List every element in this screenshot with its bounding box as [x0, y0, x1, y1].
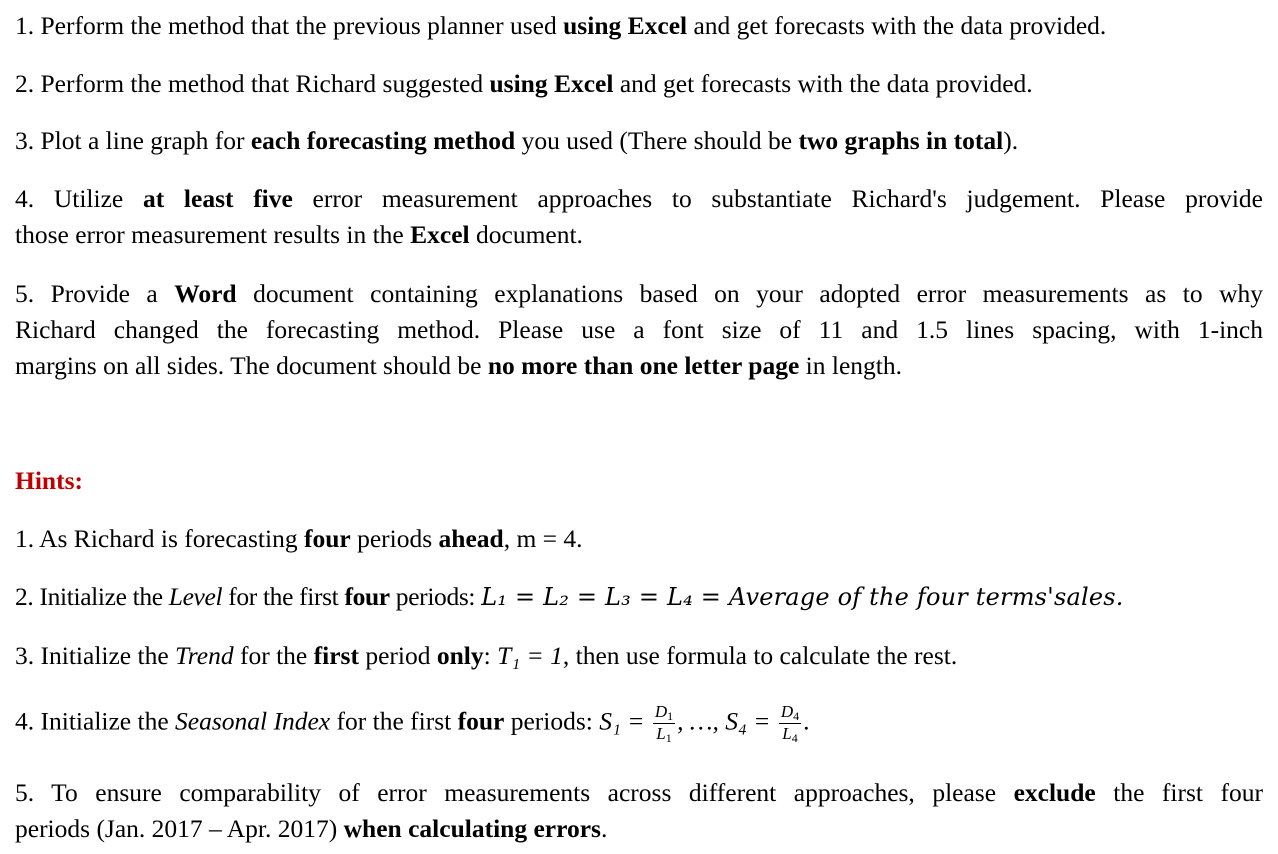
hints-heading: Hints: [15, 466, 84, 495]
fraction-d4-over-l4: $\frac{D4}{L4}$ [780, 702, 800, 745]
hint-2: 2. Initialize the Level for the first four periods: L₁ = L₂ = L₃ = L₄ = Average of the four terms'sales. [15, 582, 1124, 611]
task-4: 4. Utilize at least five error measurement approaches to substantiate Richard's judgement. Please provide those error measurement results in the Excel document. [15, 184, 1263, 249]
task-1: 1. Perform the method that the previous planner used using Excel and get forecasts with the data provided. [15, 11, 1107, 40]
hint-3: 3. Initialize the Trend for the first period only: T₁ = 1, then use formula to calculate the rest. [15, 641, 958, 670]
hint-4: 4. Initialize the Seasonal Index for the first four periods: S₁ = $\frac{D1}{L1}$ , …, S₄ = $\frac{D4}{L4}$ . [15, 702, 810, 745]
hint-1: 1. As Richard is forecasting four periods ahead, m = 4. [15, 524, 583, 553]
task-3: 3. Plot a line graph for each forecasting method you used (There should be two graphs in total). [15, 126, 1019, 155]
level-formula: L₁ = L₂ = L₃ = L₄ = Average of the four terms'sales. [481, 583, 1124, 611]
task-5: 5. Provide a Word document containing explanations based on your adopted error measurements as to why Richard changed the forecasting method. Please use a font size of 11 and 1.5 lines spacing, with 1-inch margins on all sides. The document should be no more than one letter page in length. [15, 279, 1263, 380]
hint-5: 5. To ensure comparability of error measurements across different approaches, please exclude the first four periods (Jan. 2017 – Apr. 2017) when calculating errors. [15, 778, 1263, 843]
fraction-d1-over-l1: $\frac{D1}{L1}$ [654, 702, 674, 745]
task-2: 2. Perform the method that Richard suggested using Excel and get forecasts with the data provided. [15, 69, 1033, 98]
trend-formula: T₁ = 1 [497, 641, 563, 670]
